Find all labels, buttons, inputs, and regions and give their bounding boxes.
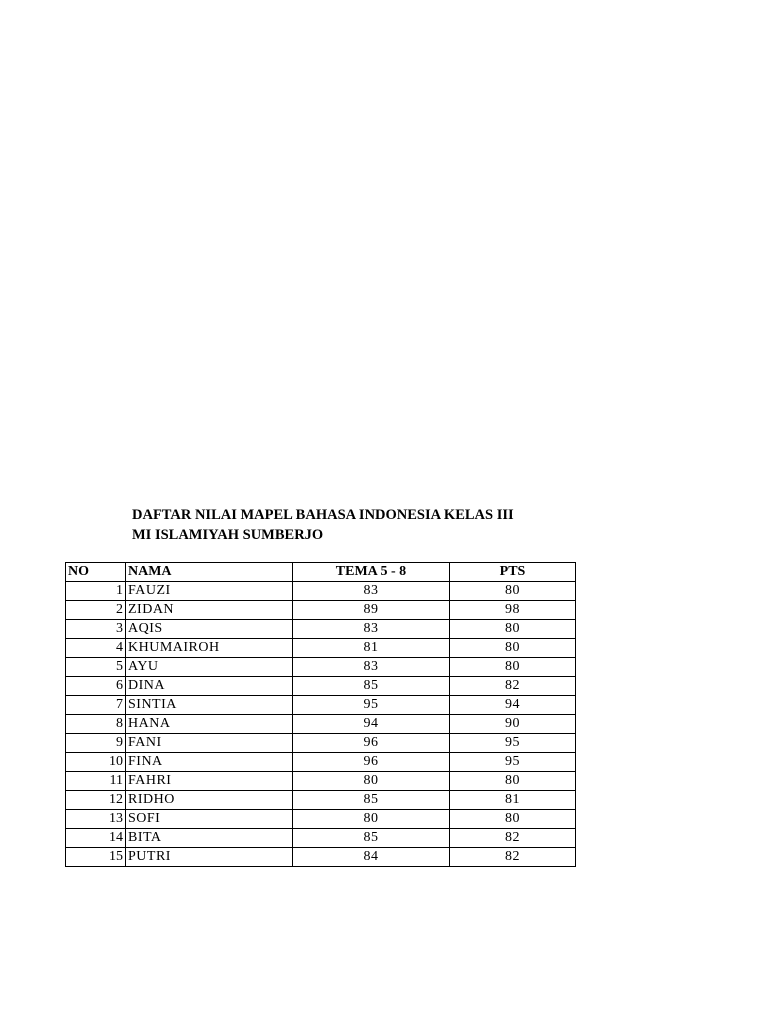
cell-pts: 80 [450, 620, 576, 639]
cell-nama: AQIS [126, 620, 293, 639]
header-tema: TEMA 5 - 8 [293, 563, 450, 582]
cell-tema: 89 [293, 601, 450, 620]
cell-nama: FINA [126, 753, 293, 772]
cell-no: 1 [66, 582, 126, 601]
cell-tema: 80 [293, 772, 450, 791]
cell-nama: AYU [126, 658, 293, 677]
table-row [66, 772, 576, 791]
grades-table [65, 562, 576, 867]
header-nama: NAMA [126, 563, 293, 582]
cell-no: 2 [66, 601, 126, 620]
cell-nama: KHUMAIROH [126, 639, 293, 658]
cell-tema: 96 [293, 734, 450, 753]
cell-pts: 80 [450, 639, 576, 658]
table-row [66, 734, 576, 753]
cell-nama: SOFI [126, 810, 293, 829]
cell-pts: 90 [450, 715, 576, 734]
table-row [66, 582, 576, 601]
cell-no: 8 [66, 715, 126, 734]
cell-no: 7 [66, 696, 126, 715]
cell-no: 10 [66, 753, 126, 772]
cell-no: 12 [66, 791, 126, 810]
cell-nama: PUTRI [126, 848, 293, 867]
title-line-school: MI ISLAMIYAH SUMBERJO [132, 527, 324, 543]
document-title [132, 505, 514, 545]
cell-tema: 85 [293, 677, 450, 696]
cell-pts: 82 [450, 677, 576, 696]
grades-table-body [66, 582, 576, 867]
table-row [66, 677, 576, 696]
cell-no: 5 [66, 658, 126, 677]
cell-tema: 94 [293, 715, 450, 734]
table-row [66, 658, 576, 677]
table-row [66, 829, 576, 848]
cell-nama: HANA [126, 715, 293, 734]
table-row [66, 620, 576, 639]
table-row [66, 601, 576, 620]
cell-pts: 80 [450, 810, 576, 829]
cell-nama: RIDHO [126, 791, 293, 810]
cell-no: 13 [66, 810, 126, 829]
cell-no: 3 [66, 620, 126, 639]
cell-tema: 96 [293, 753, 450, 772]
table-row [66, 791, 576, 810]
grades-table-header [66, 563, 576, 582]
cell-tema: 84 [293, 848, 450, 867]
cell-no: 15 [66, 848, 126, 867]
table-row [66, 848, 576, 867]
cell-pts: 98 [450, 601, 576, 620]
table-row [66, 810, 576, 829]
cell-tema: 83 [293, 582, 450, 601]
table-row [66, 696, 576, 715]
cell-pts: 95 [450, 753, 576, 772]
cell-nama: BITA [126, 829, 293, 848]
cell-tema: 83 [293, 620, 450, 639]
cell-pts: 82 [450, 848, 576, 867]
cell-no: 6 [66, 677, 126, 696]
cell-no: 9 [66, 734, 126, 753]
table-row [66, 715, 576, 734]
header-no: NO [66, 563, 126, 582]
cell-nama: FAUZI [126, 582, 293, 601]
cell-no: 4 [66, 639, 126, 658]
cell-tema: 81 [293, 639, 450, 658]
cell-pts: 80 [450, 772, 576, 791]
cell-tema: 80 [293, 810, 450, 829]
cell-pts: 80 [450, 582, 576, 601]
cell-tema: 83 [293, 658, 450, 677]
header-row [66, 563, 576, 582]
cell-tema: 85 [293, 791, 450, 810]
cell-no: 11 [66, 772, 126, 791]
table-row [66, 639, 576, 658]
cell-no: 14 [66, 829, 126, 848]
cell-pts: 81 [450, 791, 576, 810]
cell-pts: 95 [450, 734, 576, 753]
cell-tema: 95 [293, 696, 450, 715]
header-pts: PTS [450, 563, 576, 582]
cell-nama: DINA [126, 677, 293, 696]
cell-pts: 80 [450, 658, 576, 677]
cell-nama: FAHRI [126, 772, 293, 791]
table-row [66, 753, 576, 772]
cell-tema: 85 [293, 829, 450, 848]
cell-nama: ZIDAN [126, 601, 293, 620]
cell-pts: 82 [450, 829, 576, 848]
cell-nama: SINTIA [126, 696, 293, 715]
cell-nama: FANI [126, 734, 293, 753]
title-line-subject: DAFTAR NILAI MAPEL BAHASA INDONESIA KELAS III [132, 507, 514, 523]
cell-pts: 94 [450, 696, 576, 715]
